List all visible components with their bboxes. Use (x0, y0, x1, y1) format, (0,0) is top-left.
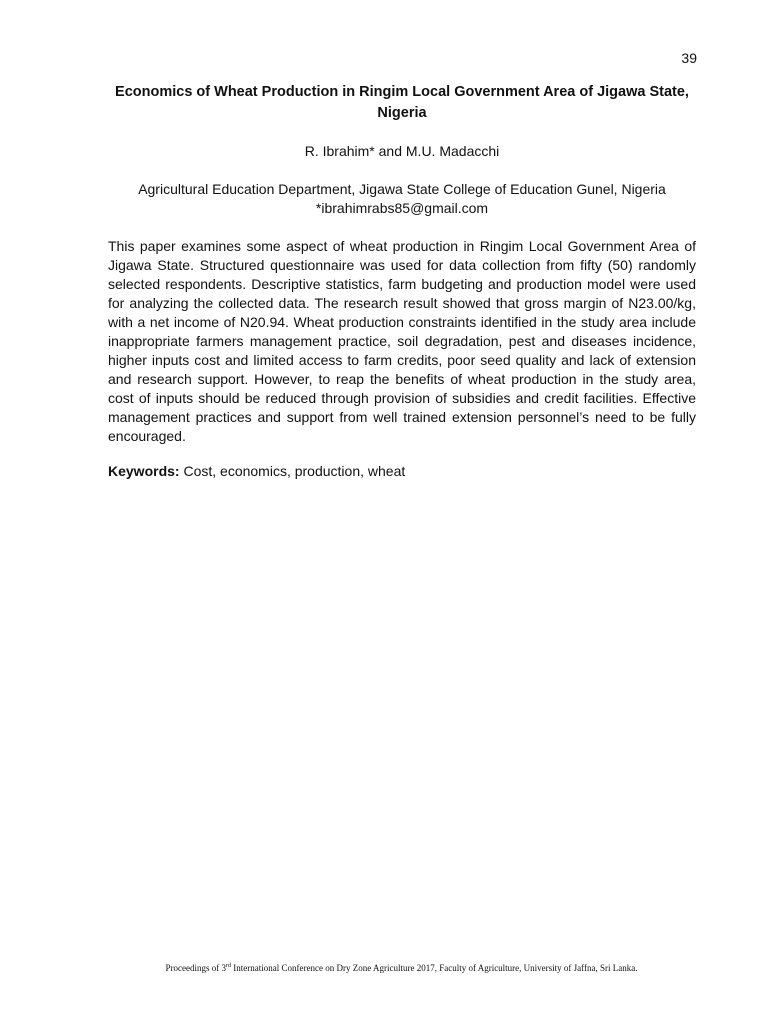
footer-superscript: rd (226, 963, 232, 969)
affiliation-block (108, 180, 696, 218)
footer-prefix: Proceedings of 3 (165, 963, 227, 973)
affiliation: Agricultural Education Department, Jigawa State College of Education Gunel, Nigeria (138, 181, 666, 197)
paper-title: Economics of Wheat Production in Ringim Local Government Area of Jigawa State, Nigeria (115, 84, 689, 121)
author-email: *ibrahimrabs85@gmail.com (315, 200, 489, 216)
keywords-label: Keywords: (108, 463, 180, 479)
authors: R. Ibrahim* and M.U. Madacchi (304, 143, 500, 159)
footer (0, 963, 768, 973)
keywords-text: Cost, economics, production, wheat (179, 463, 406, 479)
page-number: 39 (681, 50, 697, 66)
keywords (108, 463, 696, 479)
footer-suffix: International Conference on Dry Zone Agriculture 2017, Faculty of Agriculture, University of Jaffna, Sri Lanka. (231, 963, 638, 973)
abstract: This paper examines some aspect of wheat production in Ringim Local Government Area of Jigawa State. Structured questionnaire was used for data collection from fifty (50) randomly selected respondents. Descriptive statistics, farm budgeting and production model were used for analyzing the collected data. The research result showed that gross margin of N23.00/kg, with a net income of N20.94. Wheat production constraints identified in the study area include inappropriate farmers management practice, soil degradation, pest and diseases incidence, higher inputs cost and limited access to farm credits, poor seed quality and lack of extension and research support. However, to reap the benefits of wheat production in the study area, cost of inputs should be reduced through provision of subsidies and credit facilities. Effective management practices and support from well trained extension personnel’s need to be fully encouraged. (108, 238, 696, 444)
